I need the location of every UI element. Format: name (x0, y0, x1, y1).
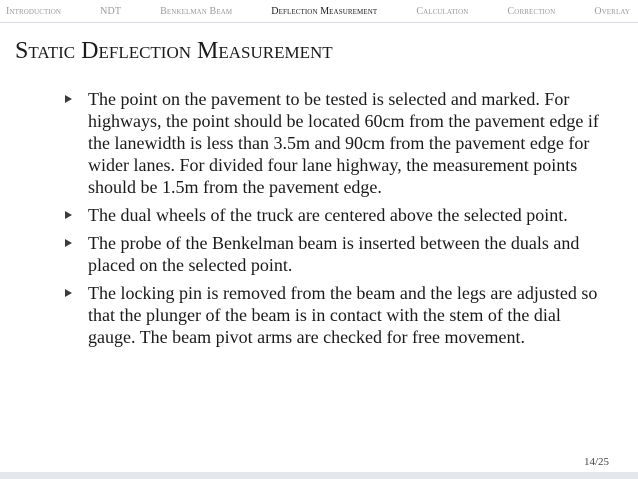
bullet-item (65, 232, 605, 276)
bullet-list (65, 88, 605, 354)
navigation-divider (0, 22, 638, 23)
nav-item-deflection-measurement[interactable]: Deflection Measurement (271, 5, 378, 17)
nav-item-benkelman-beam[interactable]: Benkelman Beam (160, 5, 233, 17)
page-number: 14/25 (583, 456, 609, 468)
bullet-text: The point on the pavement to be tested is selected and marked. For highways, the point should be located 60cm from the pavement edge if the lanewidth is less than 3.5m and 90cm from the pavement edge for wider lanes. For divided four lane highway, the measurement points should be 1.5m from the pavement edge. (88, 89, 599, 197)
section-navigation (0, 0, 638, 22)
nav-item-calculation[interactable]: Calculation (416, 5, 469, 17)
bullet-item (65, 282, 605, 348)
bullet-item (65, 204, 605, 226)
nav-item-correction[interactable]: Correction (507, 5, 556, 17)
bullet-item (65, 88, 605, 198)
nav-item-overlay[interactable]: Overlay (594, 5, 630, 17)
nav-item-ndt[interactable]: NDT (100, 5, 122, 17)
bottom-progress-bar (0, 472, 638, 479)
bullet-text: The dual wheels of the truck are centered above the selected point. (88, 205, 568, 225)
slide-title: Static Deflection Measurement (15, 38, 333, 64)
nav-item-introduction[interactable]: Introduction (6, 5, 62, 17)
bullet-triangle-icon (65, 95, 72, 103)
bullet-triangle-icon (65, 289, 72, 297)
bullet-triangle-icon (65, 211, 72, 219)
bullet-text: The probe of the Benkelman beam is inserted between the duals and placed on the selected point. (88, 233, 580, 275)
bullet-text: The locking pin is removed from the beam and the legs are adjusted so that the plunger of the beam is in contact with the stem of the dial gauge. The beam pivot arms are checked for free movement. (88, 283, 598, 347)
bullet-triangle-icon (65, 239, 72, 247)
